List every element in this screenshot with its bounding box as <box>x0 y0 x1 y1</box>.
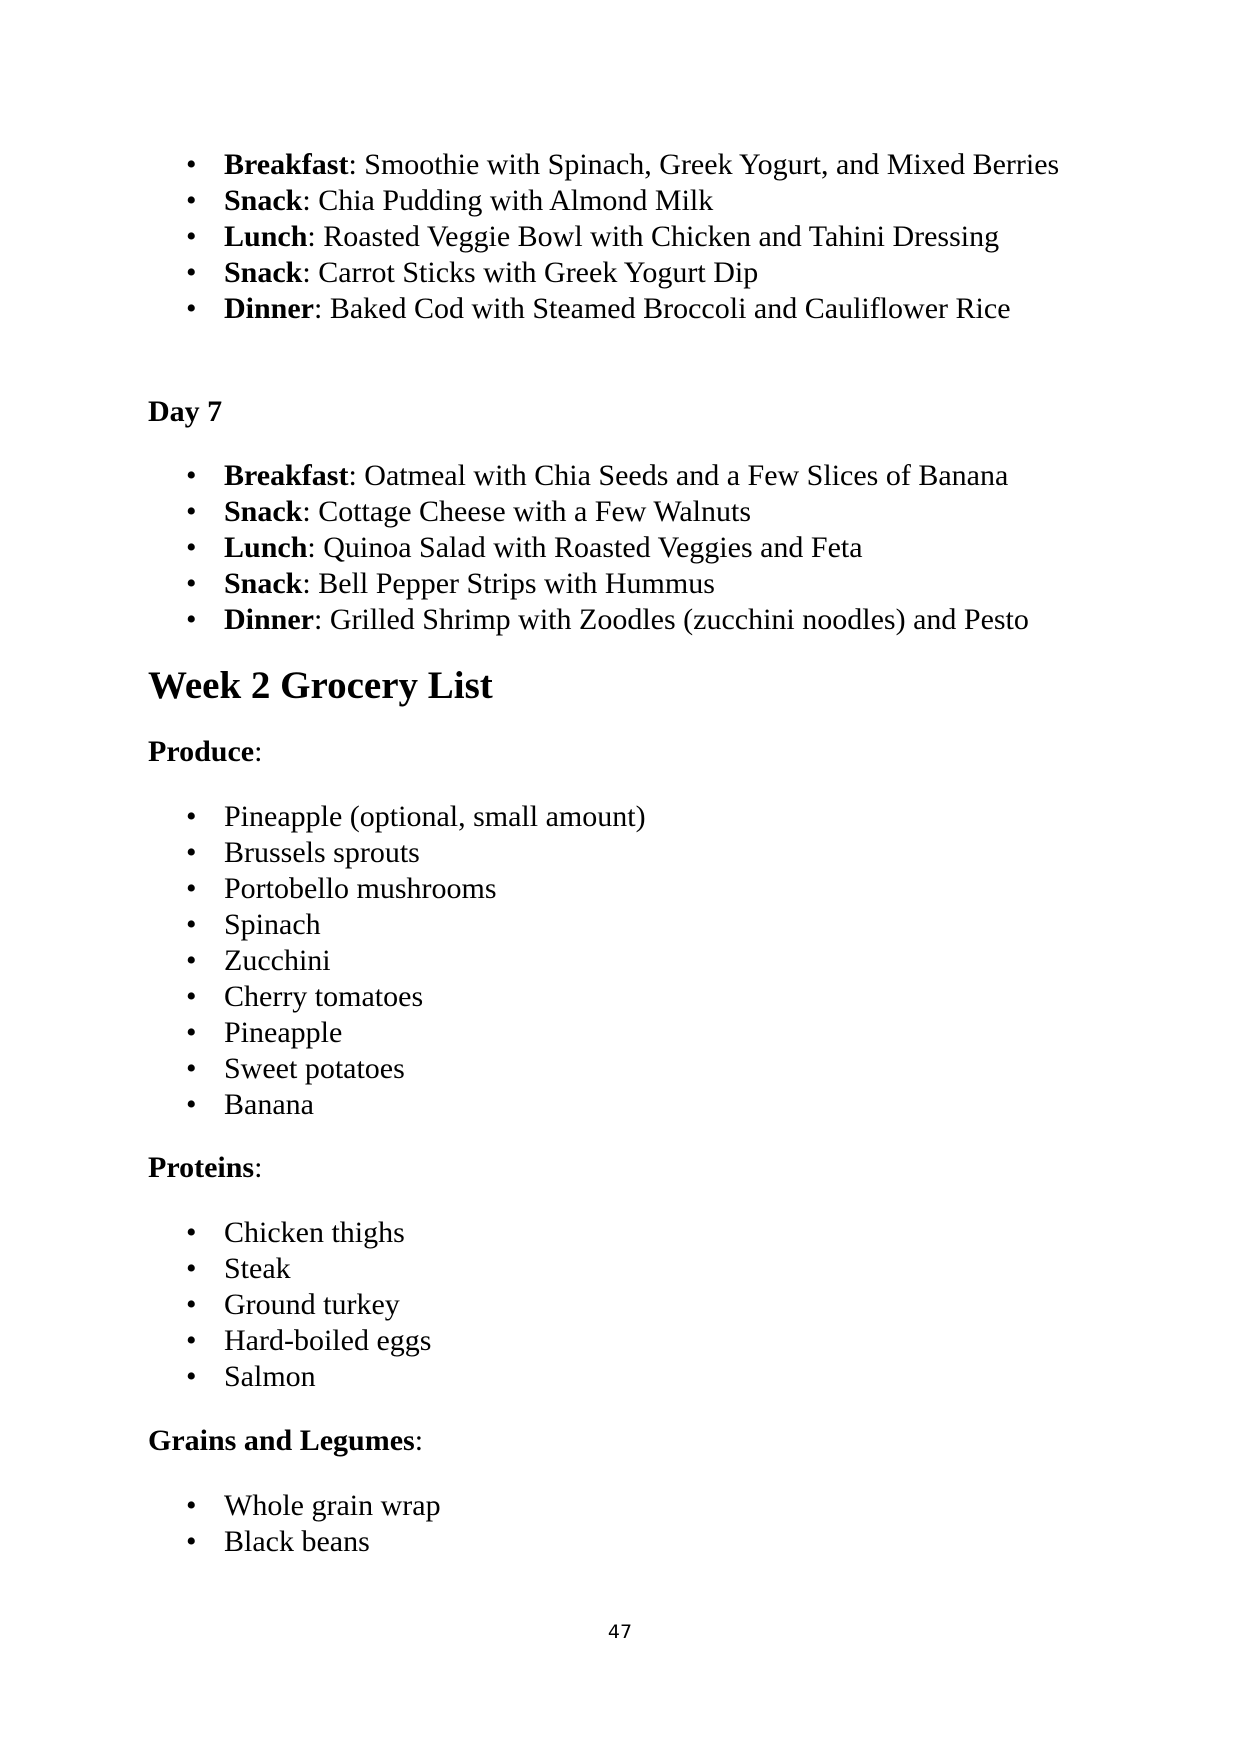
bullet: • <box>186 1016 197 1049</box>
meal-item <box>0 458 1084 494</box>
produce-heading <box>148 734 262 770</box>
list-item <box>0 1015 1084 1051</box>
item-text: Banana <box>224 1088 314 1121</box>
meal-text: : Smoothie with Spinach, Greek Yogurt, and Mixed Berries <box>348 148 1060 181</box>
day7-meal-list <box>0 458 1084 638</box>
meal-text: : Bell Pepper Strips with Hummus <box>302 567 715 600</box>
meal-label: Snack <box>224 567 303 600</box>
grocery-list-title: Week 2 Grocery List <box>148 664 493 707</box>
meal-text: : Baked Cod with Steamed Broccoli and Cauliflower Rice <box>314 292 1011 325</box>
list-item <box>0 1488 1084 1524</box>
meal-text: : Carrot Sticks with Greek Yogurt Dip <box>302 256 759 289</box>
list-item <box>0 871 1084 907</box>
item-text: Portobello mushrooms <box>224 872 497 905</box>
meal-label: Lunch <box>224 220 308 253</box>
meal-item <box>0 219 1084 255</box>
grains-heading-label: Grains and Legumes <box>148 1424 415 1457</box>
bullet: • <box>186 944 197 977</box>
bullet: • <box>186 292 197 325</box>
meal-item <box>0 566 1084 602</box>
item-text: Chicken thighs <box>224 1216 405 1249</box>
meal-item <box>0 255 1084 291</box>
list-item <box>0 1359 1084 1395</box>
heading-colon: : <box>254 1151 263 1184</box>
bullet: • <box>186 836 197 869</box>
list-item <box>0 907 1084 943</box>
page-number: 47 <box>607 1621 633 1643</box>
grains-list <box>0 1488 1084 1560</box>
bullet: • <box>186 1288 197 1321</box>
meal-item <box>0 291 1084 327</box>
meal-text: : Quinoa Salad with Roasted Veggies and Feta <box>307 531 863 564</box>
list-item <box>0 1323 1084 1359</box>
bullet: • <box>186 148 197 181</box>
bullet: • <box>186 1324 197 1357</box>
bullet: • <box>186 459 197 492</box>
meal-label: Breakfast <box>224 459 349 492</box>
bullet: • <box>186 908 197 941</box>
bullet: • <box>186 220 197 253</box>
bullet: • <box>186 184 197 217</box>
meal-text: : Chia Pudding with Almond Milk <box>302 184 714 217</box>
bullet: • <box>186 1489 197 1522</box>
item-text: Steak <box>224 1252 291 1285</box>
item-text: Whole grain wrap <box>224 1489 441 1522</box>
bullet: • <box>186 1088 197 1121</box>
produce-list <box>0 799 1084 1123</box>
bullet: • <box>186 567 197 600</box>
bullet: • <box>186 1216 197 1249</box>
meal-label: Dinner <box>224 292 314 325</box>
bullet: • <box>186 495 197 528</box>
meal-label: Snack <box>224 184 303 217</box>
item-text: Pineapple <box>224 1016 343 1049</box>
list-item <box>0 799 1084 835</box>
item-text: Cherry tomatoes <box>224 980 424 1013</box>
bullet: • <box>186 1525 197 1558</box>
meal-item <box>0 602 1084 638</box>
list-item <box>0 1087 1084 1123</box>
day7-heading: Day 7 <box>148 395 223 428</box>
heading-colon: : <box>254 735 263 768</box>
item-text: Sweet potatoes <box>224 1052 405 1085</box>
meal-label: Dinner <box>224 603 314 636</box>
meal-text: : Cottage Cheese with a Few Walnuts <box>302 495 751 528</box>
list-item <box>0 1051 1084 1087</box>
item-text: Hard-boiled eggs <box>224 1324 432 1357</box>
meal-label: Snack <box>224 256 303 289</box>
meal-item <box>0 147 1084 183</box>
bullet: • <box>186 603 197 636</box>
meal-label: Breakfast <box>224 148 349 181</box>
bullet: • <box>186 1360 197 1393</box>
bullet: • <box>186 531 197 564</box>
item-text: Brussels sprouts <box>224 836 420 869</box>
meal-text: : Grilled Shrimp with Zoodles (zucchini noodles) and Pesto <box>314 603 1029 636</box>
bullet: • <box>186 800 197 833</box>
item-text: Zucchini <box>224 944 331 977</box>
day6-meal-list <box>0 147 1084 327</box>
list-item <box>0 1524 1084 1560</box>
list-item <box>0 943 1084 979</box>
proteins-heading <box>148 1150 262 1186</box>
bullet: • <box>186 256 197 289</box>
grains-heading <box>148 1423 423 1459</box>
meal-item <box>0 530 1084 566</box>
item-text: Black beans <box>224 1525 370 1558</box>
produce-heading-label: Produce <box>148 735 255 768</box>
bullet: • <box>186 980 197 1013</box>
proteins-list <box>0 1215 1084 1395</box>
list-item <box>0 835 1084 871</box>
list-item <box>0 1287 1084 1323</box>
item-text: Salmon <box>224 1360 316 1393</box>
list-item <box>0 1251 1084 1287</box>
meal-label: Snack <box>224 495 303 528</box>
meal-item <box>0 183 1084 219</box>
heading-colon: : <box>414 1424 424 1457</box>
bullet: • <box>186 872 197 905</box>
item-text: Ground turkey <box>224 1288 400 1321</box>
list-item <box>0 1215 1084 1251</box>
bullet: • <box>186 1052 197 1085</box>
list-item <box>0 979 1084 1015</box>
proteins-heading-label: Proteins <box>148 1151 255 1184</box>
meal-text: : Roasted Veggie Bowl with Chicken and Tahini Dressing <box>307 220 1000 253</box>
item-text: Spinach <box>224 908 321 941</box>
bullet: • <box>186 1252 197 1285</box>
meal-label: Lunch <box>224 531 308 564</box>
meal-item <box>0 494 1084 530</box>
item-text: Pineapple (optional, small amount) <box>224 800 646 833</box>
meal-text: : Oatmeal with Chia Seeds and a Few Slices of Banana <box>348 459 1009 492</box>
